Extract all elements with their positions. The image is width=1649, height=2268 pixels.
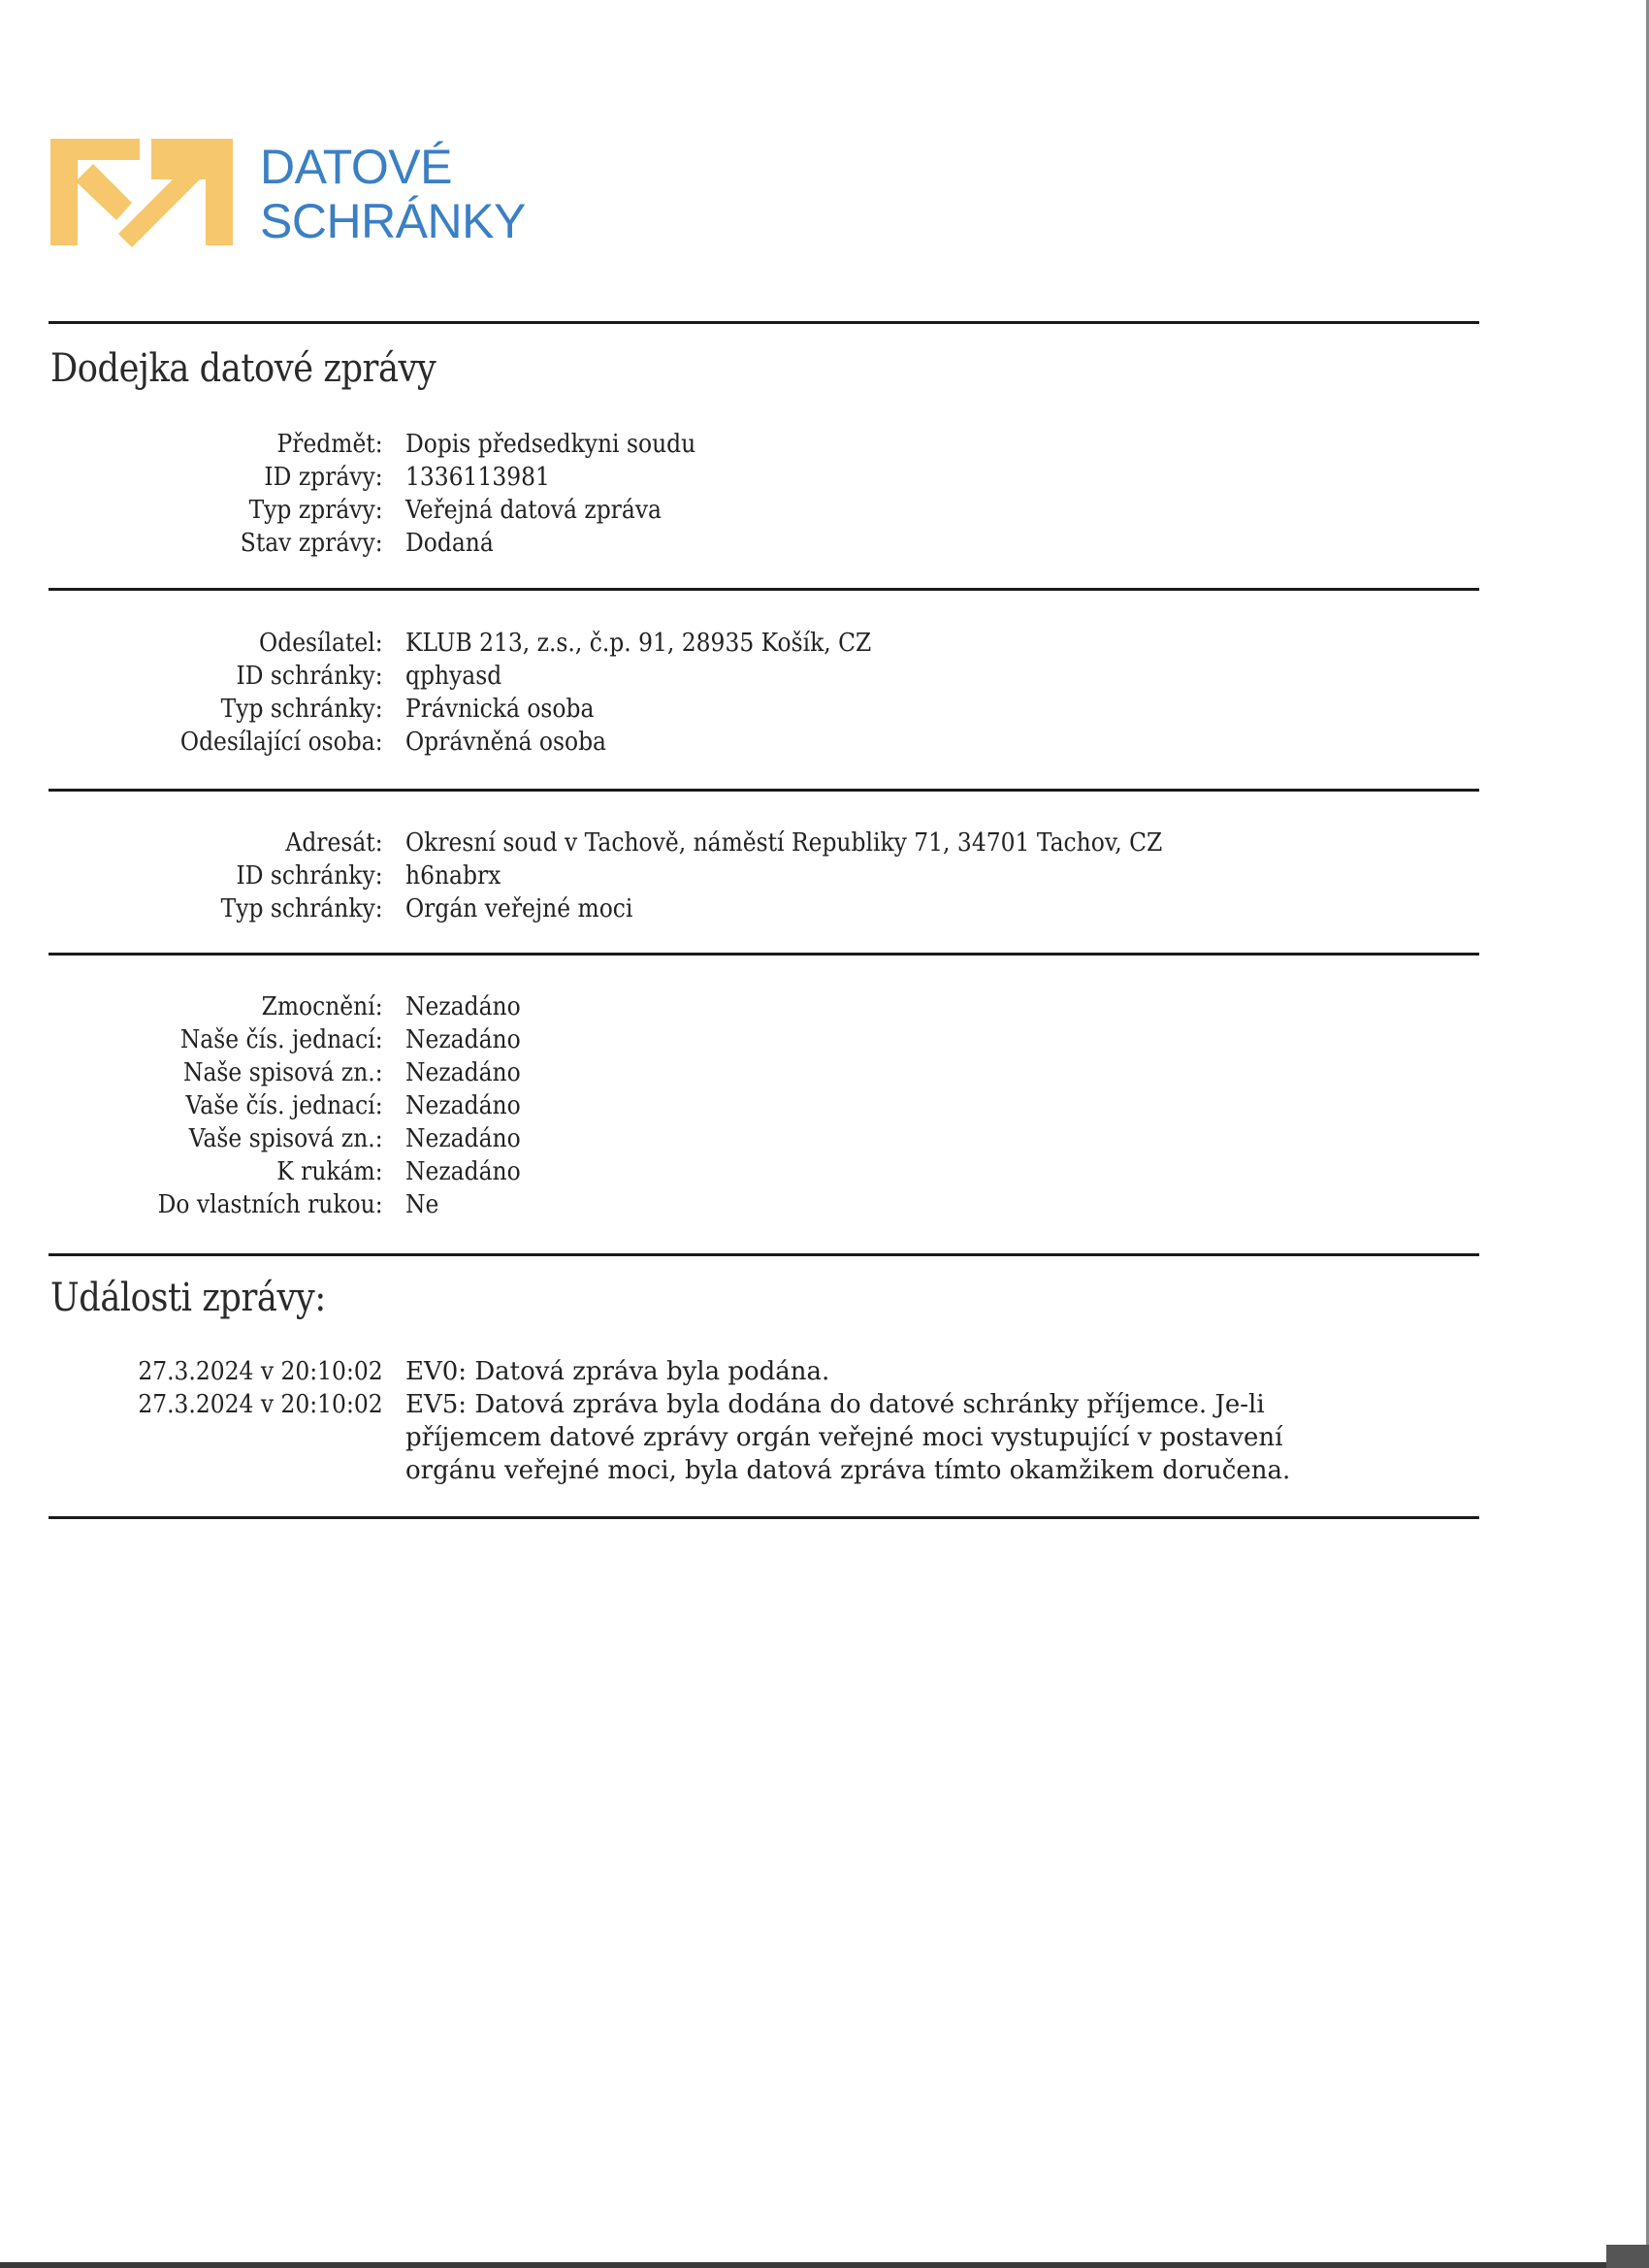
separator-top — [48, 321, 1479, 324]
field-row-sending-person — [48, 726, 1479, 759]
field-row-authorization — [48, 990, 1479, 1023]
field-value: qphyasd — [405, 662, 502, 691]
field-value: h6nabrx — [405, 861, 501, 891]
field-label: Odesílající osoba: — [179, 728, 383, 757]
scan-corner — [1606, 2245, 1649, 2268]
field-row-recipient-box-id — [48, 859, 1479, 892]
field-label: Vaše čís. jednací: — [185, 1091, 383, 1120]
field-label: ID schránky: — [236, 861, 383, 891]
field-row-subject — [48, 428, 1479, 461]
field-label: Typ schránky: — [220, 894, 383, 923]
sender-section — [48, 627, 1479, 759]
separator-message — [48, 588, 1479, 591]
field-label: Stav zprávy: — [240, 529, 383, 558]
field-value: Orgán veřejné moci — [405, 894, 633, 923]
field-row-message-id — [48, 461, 1479, 494]
field-value: Dopis předsedkyni soudu — [405, 430, 696, 459]
field-value: Nezadáno — [405, 1157, 521, 1186]
field-value: Právnická osoba — [405, 695, 595, 724]
events-title: Události zprávy: — [50, 1276, 326, 1320]
separator-details — [48, 1253, 1479, 1256]
field-row-recipient — [48, 826, 1479, 859]
field-label: ID zprávy: — [264, 463, 383, 492]
field-row-our-file-mark — [48, 1056, 1479, 1089]
scan-edge-bottom — [0, 2262, 1649, 2268]
message-info-section — [48, 428, 1479, 560]
field-label: Zmocnění: — [261, 992, 383, 1021]
event-row — [48, 1355, 1479, 1388]
event-text: EV0: Datová zpráva byla podána. — [405, 1357, 830, 1386]
separator-bottom — [48, 1516, 1479, 1519]
field-value: Ne — [405, 1190, 439, 1219]
field-row-sender-box-type — [48, 693, 1479, 726]
field-row-personal-delivery — [48, 1188, 1479, 1221]
field-label: Typ zprávy: — [248, 496, 383, 525]
field-label: Typ schránky: — [220, 695, 383, 724]
field-value: Dodaná — [405, 529, 494, 558]
field-row-sender-box-id — [48, 660, 1479, 693]
field-value: Nezadáno — [405, 1025, 521, 1054]
field-label: ID schránky: — [236, 662, 383, 691]
field-label: Naše čís. jednací: — [179, 1025, 383, 1054]
event-time: 27.3.2024 v 20:10:02 — [138, 1390, 383, 1419]
field-value: Nezadáno — [405, 1058, 521, 1087]
logo-line-2: SCHRÁNKY — [260, 194, 526, 248]
events-section — [48, 1355, 1479, 1487]
field-row-message-type — [48, 494, 1479, 527]
field-value: Nezadáno — [405, 992, 521, 1021]
field-value: Nezadáno — [405, 1124, 521, 1153]
field-label: K rukám: — [276, 1157, 383, 1186]
field-value: Nezadáno — [405, 1091, 521, 1120]
document-title: Dodejka datové zprávy — [50, 346, 436, 391]
field-row-our-ref-number — [48, 1023, 1479, 1056]
logo-text — [260, 140, 526, 248]
field-label: Vaše spisová zn.: — [188, 1124, 383, 1153]
details-section — [48, 990, 1479, 1221]
recipient-section — [48, 826, 1479, 925]
field-value: Oprávněná osoba — [405, 728, 607, 757]
field-row-your-file-mark — [48, 1122, 1479, 1155]
event-text: EV5: Datová zpráva byla dodána do datové schránky příjemce. Je-li příjemcem datové zprávy orgán veřejné moci vystupující v postavení orgánu veřejné moci, byla datová zpráva tímto okamžikem doručena. — [405, 1390, 1291, 1485]
field-row-sender — [48, 627, 1479, 660]
field-value: Veřejná datová zpráva — [405, 496, 662, 525]
field-label: Předmět: — [276, 430, 383, 459]
event-row — [48, 1388, 1479, 1487]
separator-sender — [48, 789, 1479, 792]
field-value: 1336113981 — [405, 463, 550, 492]
field-label: Naše spisová zn.: — [182, 1058, 383, 1087]
datove-schranky-logo — [50, 139, 526, 249]
separator-recipient — [48, 953, 1479, 956]
field-value: KLUB 213, z.s., č.p. 91, 28935 Košík, CZ — [405, 629, 872, 658]
field-row-your-ref-number — [48, 1089, 1479, 1122]
logo-line-1: DATOVÉ — [260, 140, 452, 194]
logo-mark-icon — [50, 139, 233, 249]
field-row-recipient-box-type — [48, 892, 1479, 925]
field-label: Adresát: — [285, 828, 383, 858]
field-row-message-status — [48, 527, 1479, 560]
field-row-to-hands — [48, 1155, 1479, 1188]
field-label: Do vlastních rukou: — [157, 1190, 383, 1219]
event-time: 27.3.2024 v 20:10:02 — [138, 1357, 383, 1386]
field-value: Okresní soud v Tachově, náměstí Republiky 71, 34701 Tachov, CZ — [405, 828, 1163, 858]
field-label: Odesílatel: — [259, 629, 383, 658]
